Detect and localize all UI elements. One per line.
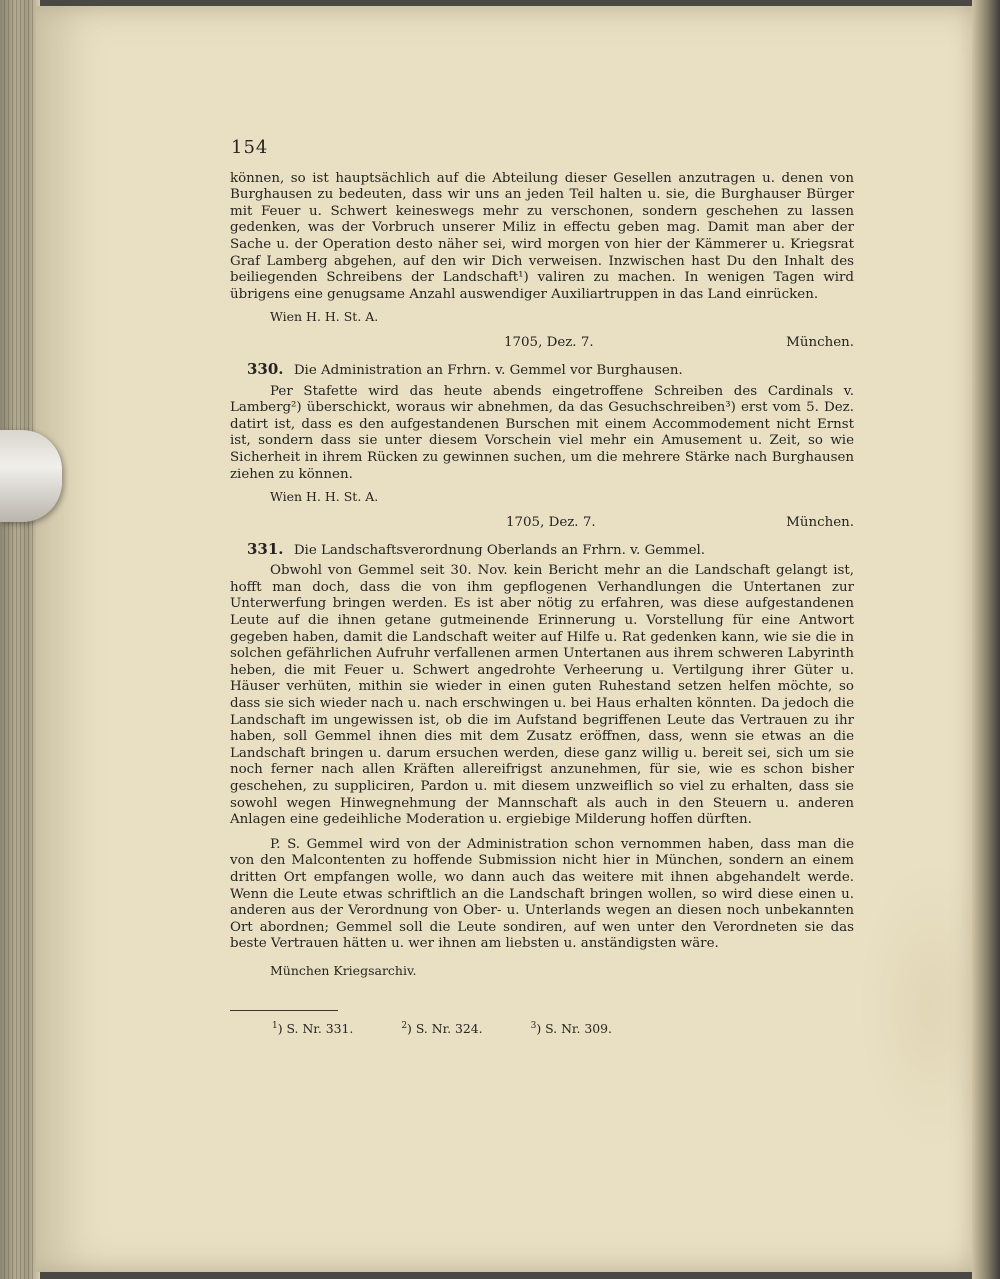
intro-source: Wien H. H. St. A. xyxy=(270,309,379,325)
footnote: $^2$) S. Nr. 324. xyxy=(401,1020,483,1036)
doc331-dateline xyxy=(230,515,854,533)
footnotes xyxy=(230,1021,854,1038)
doc331-source: München Kriegsarchiv. xyxy=(270,962,417,978)
doc330-number: 330. xyxy=(247,359,284,378)
doc331-body: Obwohl von Gemmel seit 30. Nov. kein Bericht mehr an die Landschaft gelangt ist, hofft man doch, dass die von ihm gepflogenen Verhandlungen die Untertanen zur Unterwerfung bringen werden. Es ist aber nötig zu erfahren, was diese aufgestandenen Leute auf die ihnen getane gutmeinende Erinnerung u. Vorstellung für eine Antwort gegeben haben, damit die Landschaft weiter auf Hilfe u. Rat gedenken kann, wie sie die in solchen gefährlichen Aufruhr verfallenen armen Untertanen aus ihrem schweren Labyrinth heben, die mit Feuer u. Schwert angedrohte Verheerung u. Vertilgung ihrer Güter u. Häuser verhüten, mithin sie wieder in einen guten Ruhestand setzen helfen möchte, so dass sie sich wieder nach u. nach erschwingen u. bei Haus erhalten könnten. Da jedoch die Landschaft im ungewissen ist, ob die im Aufstand begriffenen Leute das Vertrauen zu ihr haben, soll Gemmel ihnen dies mit dem Zusatz eröffnen, dass, wenn sie etwas an die Landschaft bringen u. darum ersuchen werden, diese ganz willig u. bereit sei, sich um sie noch ferner nach allen Kräften allereifrigst anzunehmen, für sie, wie es schon bisher geschehen, zu suppliciren, Pardon u. mit diesem unzweiflich so viel zu erhalten, dass sie sowohl wegen Hinwegnehmung der Mannschaft als auch in den Steuern u. anderen Anlagen eine gedeihliche Moderation u. ergiebige Milderung hoffen dürften. xyxy=(230,563,854,828)
doc330-dateline xyxy=(230,335,854,353)
page-stack-edges xyxy=(4,0,34,1279)
doc331-place: München. xyxy=(786,514,854,530)
footnote: $^1$) S. Nr. 331. xyxy=(272,1020,354,1036)
book-spine xyxy=(0,0,40,1279)
doc331-number: 331. xyxy=(247,539,284,558)
footnote-rule xyxy=(230,1010,338,1011)
doc330-heading-text: Die Administration an Frhrn. v. Gemmel vor Burghausen. xyxy=(293,362,683,378)
facing-page-edge xyxy=(972,0,1000,1279)
doc330-body: Per Stafette wird das heute abends eingetroffene Schreiben des Cardinals v. Lamberg²) überschickt, woraus wir abnehmen, da das Gesuchschreiben³) erst vom 5. Dez. datirt ist, dass es den aufgestandenen Burschen mit einem Accommodement nicht Ernst ist, sondern dass sie unter diesem Vorschein viel mehr ein Amusement u. Zeit, so wie Sicherheit in ihrem Rücken zu gewinnen suchen, um die mehrere Stärke nach Burghausen ziehen zu können. xyxy=(230,383,854,482)
doc331-heading-text: Die Landschaftsverordnung Oberlands an Frhrn. v. Gemmel. xyxy=(293,542,706,558)
footnote: $^3$) S. Nr. 309. xyxy=(530,1020,612,1036)
doc331-heading xyxy=(230,541,854,560)
doc330-source: Wien H. H. St. A. xyxy=(270,489,379,505)
doc330-heading xyxy=(230,361,854,380)
doc330-date: 1705, Dez. 7. xyxy=(504,334,594,350)
doc331-date: 1705, Dez. 7. xyxy=(506,514,596,530)
doc330-place: München. xyxy=(786,334,854,350)
page-number: 154 xyxy=(231,137,269,158)
page-content xyxy=(230,137,854,1037)
doc331-postscript: P. S. Gemmel wird von der Administration schon vernommen haben, dass man die von den Malcontenten zu hoffende Submission nicht hier in München, sondern an einem dritten Ort empfangen wolle, wo dann auch das weitere mit ihnen abgehandelt werde. Wenn die Leute etwas schriftlich an die Landschaft bringen wollen, so wird diese einen u. anderen aus der Verordnung von Ober- u. Unterlands wegen an diesen noch unbekannten Ort abordnen; Gemmel soll die Leute sondiren, auf wen unter den Verordneten sie das beste Vertrauen hätten u. wer ihnen am liebsten u. anständigsten wäre. xyxy=(230,836,854,952)
intro-paragraph: können, so ist hauptsächlich auf die Abteilung dieser Gesellen anzutragen u. denen von Burghausen zu bedeuten, dass wir uns an jeden Teil halten u. sie, die Burghauser Bürger mit Feuer u. Schwert keineswegs mehr zu verschonen, sondern geschehen zu lassen gedenken, was der Vorbruch unserer Miliz in effectu geben mag. Damit man aber der Sache u. der Operation desto näher sei, wird morgen von hier der Kämmerer u. Kriegsrat Graf Lamberg abgehen, auf den wir Dich verweisen. Inzwischen hast Du den Inhalt des beiliegenden Schreibens der Landschaft¹) valiren zu machen. In wenigen Tagen wird übrigens eine genugsame Anzahl auswendiger Auxiliartruppen in das Land einrücken. xyxy=(230,170,854,302)
